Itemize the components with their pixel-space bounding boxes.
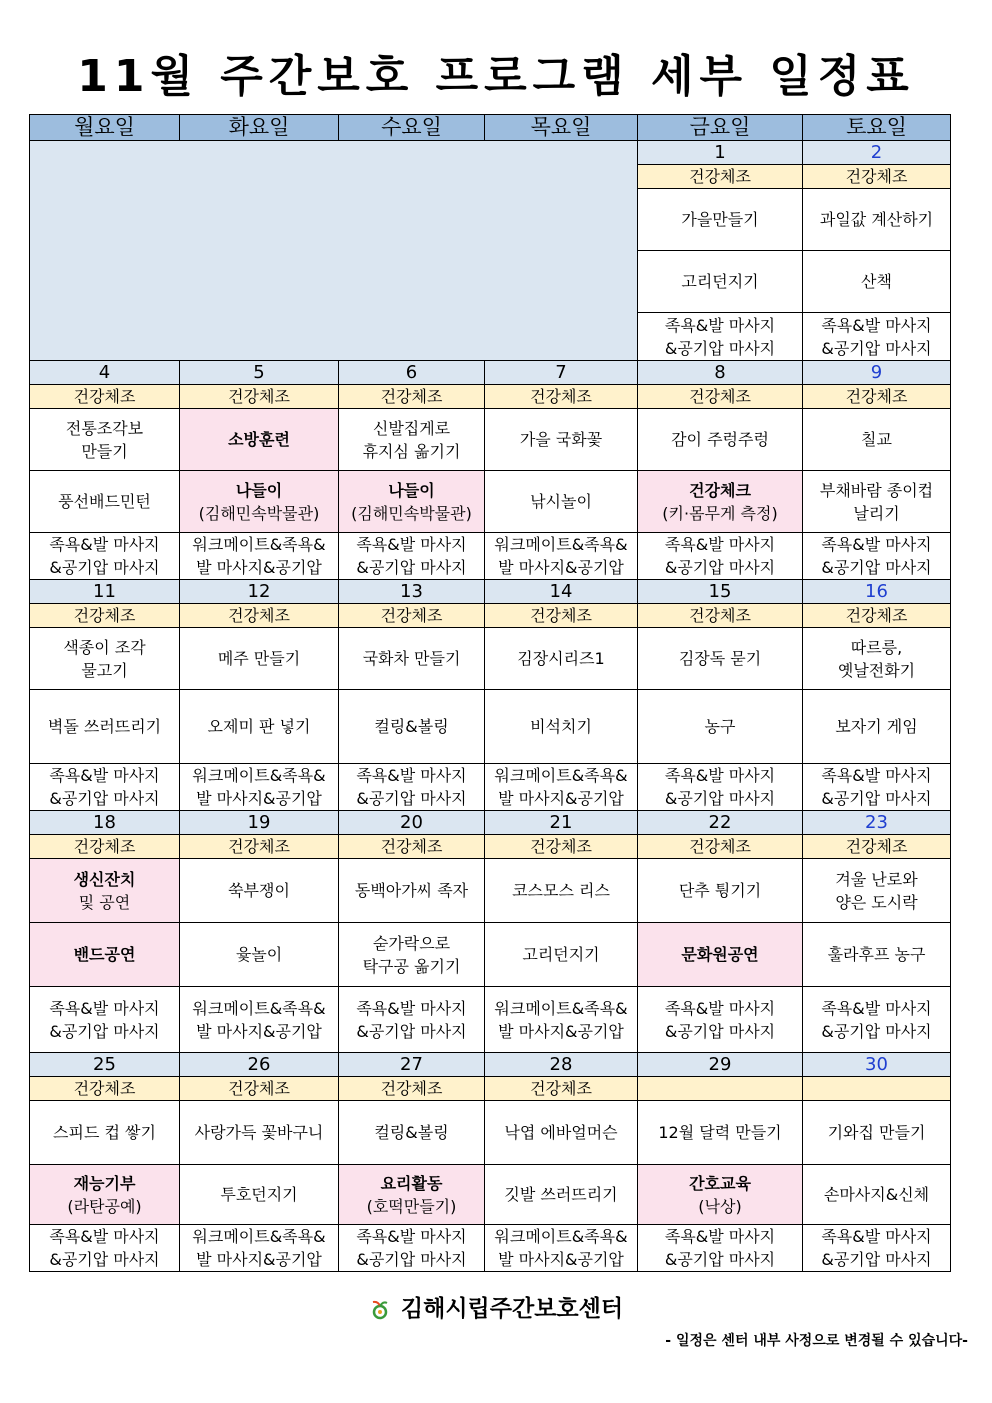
care-cell: 족욕&발 마사지 &공기압 마사지: [30, 987, 180, 1053]
care-cell: 족욕&발 마사지 &공기압 마사지: [30, 1225, 180, 1272]
care-cell: 족욕&발 마사지 &공기압 마사지: [803, 1225, 951, 1272]
activity-cell: 깃발 쓰러뜨리기: [485, 1165, 638, 1225]
date-cell: 4: [30, 361, 180, 385]
care-cell: 족욕&발 마사지 &공기압 마사지: [638, 987, 803, 1053]
exercise-cell: 건강체조: [339, 1077, 485, 1101]
activity-cell: 가을만들기: [638, 189, 803, 251]
date-cell: 20: [339, 811, 485, 835]
date-row: [30, 361, 951, 385]
activity-cell: 농구: [638, 690, 803, 764]
activity-cell: 소방훈련: [180, 409, 339, 471]
care-cell: 족욕&발 마사지 &공기압 마사지: [339, 1225, 485, 1272]
date-cell: 8: [638, 361, 803, 385]
exercise-cell: 건강체조: [180, 385, 339, 409]
exercise-cell: 건강체조: [485, 604, 638, 628]
care-cell: 워크메이트&족욕& 발 마사지&공기압: [180, 533, 339, 580]
activity-row: [30, 1165, 951, 1225]
care-cell: 족욕&발 마사지 &공기압 마사지: [30, 764, 180, 811]
care-cell: 족욕&발 마사지 &공기압 마사지: [30, 533, 180, 580]
care-cell: 워크메이트&족욕& 발 마사지&공기압: [180, 1225, 339, 1272]
activity-cell: 나들이 (김해민속박물관): [339, 471, 485, 533]
activity-cell: 따르릉, 옛날전화기: [803, 628, 951, 690]
empty-block: [30, 141, 638, 361]
weekday-header: 화요일: [180, 115, 339, 141]
date-cell: 13: [339, 580, 485, 604]
weekday-header: 목요일: [485, 115, 638, 141]
care-row: [30, 533, 951, 580]
activity-cell: 사랑가득 꽃바구니: [180, 1101, 339, 1165]
date-cell: 19: [180, 811, 339, 835]
activity-cell: 숟가락으로 탁구공 옮기기: [339, 923, 485, 987]
center-logo-icon: [369, 1299, 391, 1321]
activity-cell: 전통조각보 만들기: [30, 409, 180, 471]
date-cell: 15: [638, 580, 803, 604]
weekday-header: 토요일: [803, 115, 951, 141]
exercise-cell: 건강체조: [485, 1077, 638, 1101]
date-cell: 9: [803, 361, 951, 385]
date-cell: 29: [638, 1053, 803, 1077]
exercise-cell: 건강체조: [30, 835, 180, 859]
exercise-cell: 건강체조: [803, 165, 951, 189]
care-cell: 워크메이트&족욕& 발 마사지&공기압: [485, 987, 638, 1053]
activity-cell: 스피드 컵 쌓기: [30, 1101, 180, 1165]
activity-cell: 동백아가씨 족자: [339, 859, 485, 923]
date-cell: 7: [485, 361, 638, 385]
date-cell: 6: [339, 361, 485, 385]
exercise-row: [30, 604, 951, 628]
exercise-cell: 건강체조: [30, 385, 180, 409]
care-cell: 족욕&발 마사지 &공기압 마사지: [339, 533, 485, 580]
care-row: [30, 1225, 951, 1272]
activity-row: [30, 923, 951, 987]
activity-row: [30, 409, 951, 471]
activity-cell: 겨울 난로와 양은 도시락: [803, 859, 951, 923]
activity-cell: 색종이 조각 물고기: [30, 628, 180, 690]
care-cell: 족욕&발 마사지 &공기압 마사지: [638, 764, 803, 811]
care-cell: 족욕&발 마사지 &공기압 마사지: [638, 533, 803, 580]
date-cell: 14: [485, 580, 638, 604]
date-cell: 26: [180, 1053, 339, 1077]
exercise-cell: 건강체조: [339, 604, 485, 628]
activity-cell: 간호교육 (낙상): [638, 1165, 803, 1225]
activity-cell: 부채바람 종이컵 날리기: [803, 471, 951, 533]
date-cell: 21: [485, 811, 638, 835]
date-cell: 5: [180, 361, 339, 385]
care-cell: 워크메이트&족욕& 발 마사지&공기압: [180, 987, 339, 1053]
activity-cell: 김장시리즈1: [485, 628, 638, 690]
care-cell: 워크메이트&족욕& 발 마사지&공기압: [485, 533, 638, 580]
activity-cell: 신발집게로 휴지심 옮기기: [339, 409, 485, 471]
activity-cell: 쑥부쟁이: [180, 859, 339, 923]
activity-cell: 단추 튕기기: [638, 859, 803, 923]
exercise-cell: 건강체조: [339, 385, 485, 409]
footer-center: [0, 1290, 992, 1323]
date-row: [30, 580, 951, 604]
exercise-row: [30, 385, 951, 409]
activity-cell: 컬링&볼링: [339, 690, 485, 764]
activity-cell: 고리던지기: [485, 923, 638, 987]
exercise-cell: 건강체조: [803, 385, 951, 409]
exercise-cell: 건강체조: [180, 835, 339, 859]
activity-cell: 고리던지기: [638, 251, 803, 313]
activity-cell: 코스모스 리스: [485, 859, 638, 923]
exercise-cell: [638, 1077, 803, 1101]
activity-row: [30, 471, 951, 533]
care-cell: 족욕&발 마사지 &공기압 마사지: [339, 987, 485, 1053]
exercise-cell: 건강체조: [803, 604, 951, 628]
weekday-header: 수요일: [339, 115, 485, 141]
care-row: [30, 987, 951, 1053]
date-cell: 2: [803, 141, 951, 165]
exercise-cell: 건강체조: [638, 835, 803, 859]
care-row: [30, 764, 951, 811]
date-cell: 30: [803, 1053, 951, 1077]
exercise-cell: [803, 1077, 951, 1101]
exercise-cell: 건강체조: [30, 1077, 180, 1101]
care-cell: 족욕&발 마사지 &공기압 마사지: [803, 987, 951, 1053]
date-cell: 1: [638, 141, 803, 165]
activity-cell: 가을 국화꽃: [485, 409, 638, 471]
page-title: 11월 주간보호 프로그램 세부 일정표: [77, 51, 915, 102]
activity-cell: 과일값 계산하기: [803, 189, 951, 251]
exercise-cell: 건강체조: [638, 385, 803, 409]
activity-cell: 보자기 게임: [803, 690, 951, 764]
date-row: [30, 811, 951, 835]
activity-cell: 훌라후프 농구: [803, 923, 951, 987]
activity-row: [30, 859, 951, 923]
care-cell: 워크메이트&족욕& 발 마사지&공기압: [485, 764, 638, 811]
schedule-note: - 일정은 센터 내부 사정으로 변경될 수 있습니다-: [665, 1333, 968, 1349]
exercise-cell: 건강체조: [30, 604, 180, 628]
date-cell: 18: [30, 811, 180, 835]
activity-cell: 손마사지&신체: [803, 1165, 951, 1225]
care-cell: 워크메이트&족욕& 발 마사지&공기압: [485, 1225, 638, 1272]
date-cell: 28: [485, 1053, 638, 1077]
activity-cell: 윷놀이: [180, 923, 339, 987]
exercise-row: [30, 835, 951, 859]
date-cell: 27: [339, 1053, 485, 1077]
activity-cell: 건강체크 (키·몸무게 측정): [638, 471, 803, 533]
care-cell: 워크메이트&족욕& 발 마사지&공기압: [180, 764, 339, 811]
schedule-table: [29, 114, 951, 1272]
activity-cell: 낙엽 에바얼머슨: [485, 1101, 638, 1165]
activity-cell: 재능기부 (라탄공예): [30, 1165, 180, 1225]
activity-cell: 밴드공연: [30, 923, 180, 987]
center-name: 김해시립주간보호센터: [400, 1296, 624, 1322]
activity-cell: 요리활동 (호떡만들기): [339, 1165, 485, 1225]
exercise-cell: 건강체조: [339, 835, 485, 859]
exercise-cell: 건강체조: [180, 604, 339, 628]
date-cell: 12: [180, 580, 339, 604]
activity-cell: 생신잔치 및 공연: [30, 859, 180, 923]
activity-cell: 칠교: [803, 409, 951, 471]
activity-row: [30, 628, 951, 690]
activity-cell: 컬링&볼링: [339, 1101, 485, 1165]
activity-cell: 산책: [803, 251, 951, 313]
exercise-cell: 건강체조: [638, 165, 803, 189]
exercise-cell: 건강체조: [638, 604, 803, 628]
activity-cell: 벽돌 쓰러뜨리기: [30, 690, 180, 764]
date-cell: 25: [30, 1053, 180, 1077]
activity-cell: 문화원공연: [638, 923, 803, 987]
activity-cell: 김장독 묻기: [638, 628, 803, 690]
exercise-row: [30, 1077, 951, 1101]
date-cell: 11: [30, 580, 180, 604]
activity-cell: 나들이 (김해민속박물관): [180, 471, 339, 533]
activity-cell: 풍선배드민턴: [30, 471, 180, 533]
activity-cell: 12월 달력 만들기: [638, 1101, 803, 1165]
date-row: [30, 1053, 951, 1077]
care-cell: 족욕&발 마사지 &공기압 마사지: [638, 313, 803, 361]
care-cell: 족욕&발 마사지 &공기압 마사지: [638, 1225, 803, 1272]
activity-cell: 메주 만들기: [180, 628, 339, 690]
care-cell: 족욕&발 마사지 &공기압 마사지: [803, 533, 951, 580]
care-cell: 족욕&발 마사지 &공기압 마사지: [339, 764, 485, 811]
exercise-cell: 건강체조: [485, 385, 638, 409]
weekday-header-row: [30, 115, 951, 141]
exercise-cell: 건강체조: [803, 835, 951, 859]
weekday-header: 금요일: [638, 115, 803, 141]
activity-cell: 낚시놀이: [485, 471, 638, 533]
weekday-header: 월요일: [30, 115, 180, 141]
exercise-cell: 건강체조: [180, 1077, 339, 1101]
activity-cell: 기와집 만들기: [803, 1101, 951, 1165]
activity-cell: 투호던지기: [180, 1165, 339, 1225]
care-cell: 족욕&발 마사지 &공기압 마사지: [803, 764, 951, 811]
activity-cell: 오제미 판 넣기: [180, 690, 339, 764]
activity-cell: 감이 주렁주렁: [638, 409, 803, 471]
activity-row: [30, 690, 951, 764]
exercise-cell: 건강체조: [485, 835, 638, 859]
date-cell: 23: [803, 811, 951, 835]
activity-row: [30, 1101, 951, 1165]
activity-cell: 비석치기: [485, 690, 638, 764]
care-cell: 족욕&발 마사지 &공기압 마사지: [803, 313, 951, 361]
date-cell: 16: [803, 580, 951, 604]
activity-cell: 국화차 만들기: [339, 628, 485, 690]
date-cell: 22: [638, 811, 803, 835]
